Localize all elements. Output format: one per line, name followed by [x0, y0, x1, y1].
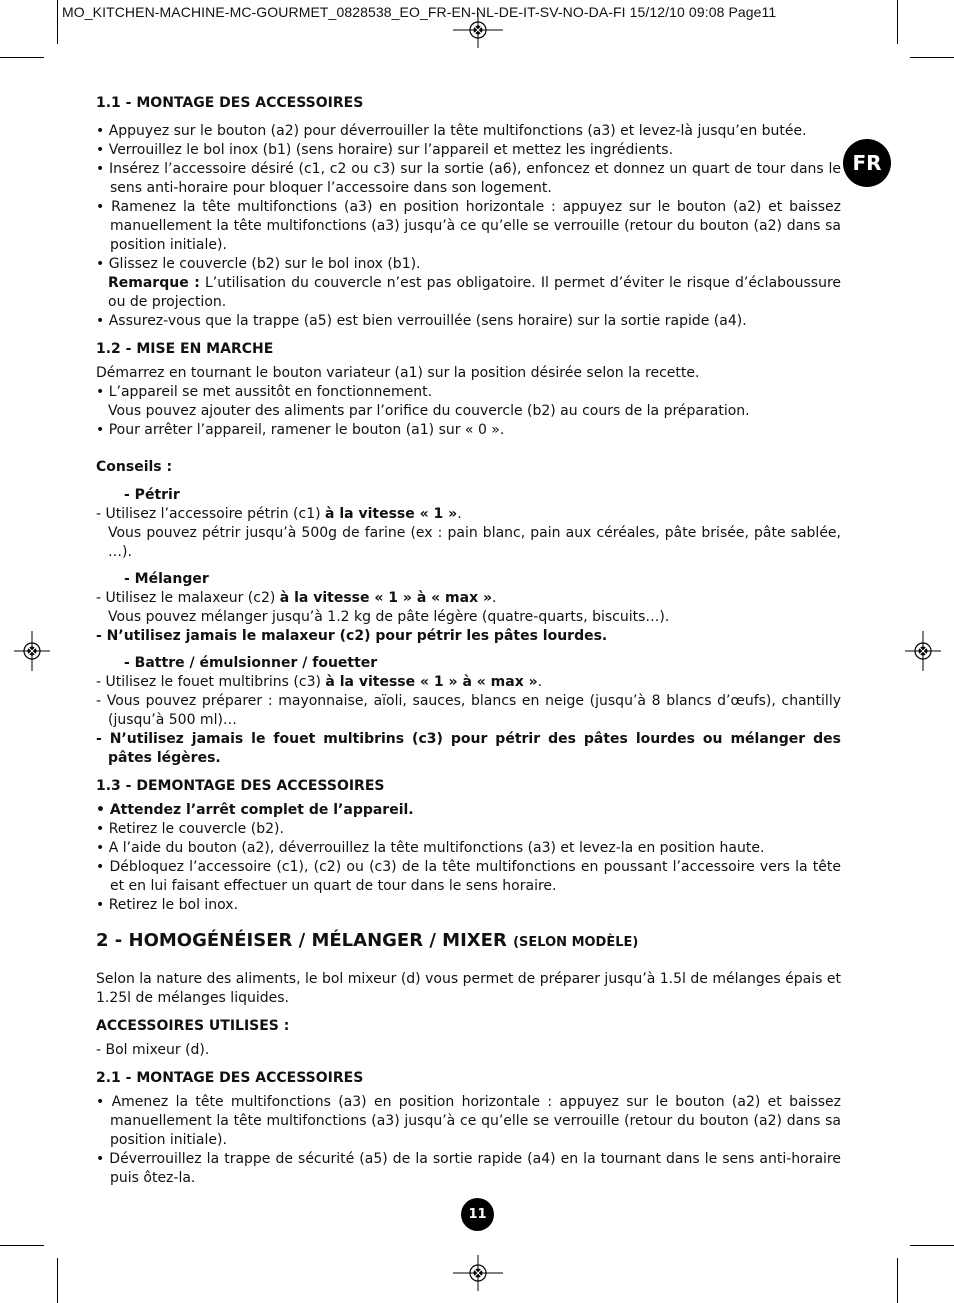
paragraph — [96, 505, 841, 524]
crop-mark — [57, 0, 58, 44]
chapter-title — [96, 929, 841, 955]
paragraph: Vous pouvez mélanger jusqu’à 1.2 kg de pâte légère (quatre-quarts, biscuits…). — [108, 609, 670, 625]
list-item: • Retirez le couvercle (b2). — [96, 821, 284, 837]
text: . — [492, 590, 497, 606]
section-title: ACCESSOIRES UTILISES : — [96, 1018, 290, 1034]
chapter-title-note: (SELON MODÈLE) — [513, 935, 639, 950]
crop-mark — [897, 1258, 898, 1303]
crop-mark — [57, 1258, 58, 1303]
paragraph: Démarrez en tournant le bouton variateur (a1) sur la position désirée selon la recette. — [96, 365, 700, 381]
list-item: • Retirez le bol inox. — [96, 897, 239, 913]
section-title: Conseils : — [96, 459, 173, 475]
text: . — [457, 506, 462, 522]
list-item: • Pour arrêter l’appareil, ramener le bouton (a1) sur « 0 ». — [96, 422, 505, 438]
section-title: 2.1 - MONTAGE DES ACCESSOIRES — [96, 1070, 364, 1086]
list-item: • Insérez l’accessoire désiré (c1, c2 ou c3) sur la sortie (a6), enfoncez et donnez un quart de tour dans le sens anti-horaire pour bloquer l’accessoire dans son logement. — [96, 161, 841, 196]
text: - Utilisez le malaxeur (c2) — [96, 590, 280, 606]
text: . — [537, 674, 543, 690]
subsection-title: - Pétrir — [124, 487, 180, 503]
list-item: • Ramenez la tête multifonctions (a3) en position horizontale : appuyez sur le bouton (a2) et baissez manuellement la tête multifonctions (a3) jusqu’à ce qu’elle se verrouille (retour du bouton (a2) dans sa position initiale). — [96, 199, 841, 253]
text-bold: à la vitesse « 1 » — [325, 506, 458, 522]
list-item: • Appuyez sur le bouton (a2) pour déverrouiller la tête multifonctions (a3) et levez-là jusqu’en butée. — [96, 123, 807, 139]
remark-text: L’utilisation du couvercle n’est pas obligatoire. Il permet d’éviter le risque d’éclaboussure ou de projection. — [108, 275, 842, 310]
list-item: • Débloquez l’accessoire (c1), (c2) ou (c3) de la tête multifonctions en poussant l’accessoire vers la tête et en lui faisant effectuer un quart de tour dans le sens horaire. — [96, 859, 841, 894]
paragraph: Vous pouvez pétrir jusqu’à 500g de farine (ex : pain blanc, pain aux céréales, pâte brisée, pâte sablée, …). — [108, 525, 841, 560]
paragraph — [96, 589, 841, 608]
text-bold: à la vitesse « 1 » à « max » — [279, 590, 493, 606]
list-item: • Glissez le couvercle (b2) sur le bol inox (b1). — [96, 256, 421, 272]
remark — [96, 274, 841, 312]
registration-mark-icon — [14, 631, 50, 671]
section-title: 1.2 - MISE EN MARCHE — [96, 341, 274, 357]
paragraph: Vous pouvez ajouter des aliments par l’orifice du couvercle (b2) au cours de la préparation. — [108, 403, 750, 419]
paragraph: - Vous pouvez préparer : mayonnaise, aïoli, sauces, blancs en neige (jusqu’à 8 blancs d’œufs), chantilly (jusqu’à 500 ml)… — [96, 693, 841, 728]
subsection-title: - Mélanger — [124, 571, 209, 587]
list-item: • L’appareil se met aussitôt en fonctionnement. — [96, 384, 433, 400]
crop-mark — [0, 1245, 44, 1246]
list-item: • Déverrouillez la trappe de sécurité (a5) de la sortie rapide (a4) en la tournant dans le sens anti-horaire puis ôtez-la. — [96, 1151, 841, 1186]
section-title: 1.1 - MONTAGE DES ACCESSOIRES — [96, 95, 364, 111]
registration-mark-icon — [905, 631, 941, 671]
list-item: • Amenez la tête multifonctions (a3) en position horizontale : appuyez sur le bouton (a2) et baissez manuellement la tête multifonctions (a3) jusqu’à ce qu’elle se verrouille (retour du bouton (a2) dans sa position initiale). — [96, 1094, 841, 1148]
section-title: 1.3 - DEMONTAGE DES ACCESSOIRES — [96, 778, 385, 794]
subsection-title: - Battre / émulsionner / fouetter — [124, 655, 378, 671]
crop-mark — [910, 1245, 954, 1246]
list-item: • Attendez l’arrêt complet de l’appareil. — [96, 802, 414, 818]
text: - Utilisez l’accessoire pétrin (c1) — [96, 506, 326, 522]
registration-mark-icon — [453, 12, 503, 48]
chapter-title-text: 2 - HOMOGÉNÉISER / MÉLANGER / MIXER — [96, 930, 507, 951]
warning: - N’utilisez jamais le malaxeur (c2) pour pétrir les pâtes lourdes. — [96, 628, 608, 644]
crop-mark — [910, 57, 954, 58]
page-number: 11 — [461, 1198, 494, 1231]
registration-mark-icon — [453, 1255, 503, 1291]
warning: - N’utilisez jamais le fouet multibrins (c3) pour pétrir des pâtes lourdes ou mélanger des pâtes légères. — [96, 731, 841, 766]
crop-mark — [0, 57, 44, 58]
language-badge: FR — [843, 139, 891, 187]
print-header-slug: MO_KITCHEN-MACHINE-MC-GOURMET_0828538_EO_FR-EN-NL-DE-IT-SV-NO-DA-FI 15/12/10 09:08 Page11 — [62, 4, 777, 20]
list-item: • Assurez-vous que la trappe (a5) est bien verrouillée (sens horaire) sur la sortie rapide (a4). — [96, 313, 747, 329]
remark-label: Remarque : — [108, 275, 200, 291]
paragraph: Selon la nature des aliments, le bol mixeur (d) vous permet de préparer jusqu’à 1.5l de mélanges épais et 1.25l de mélanges liquides. — [96, 971, 841, 1006]
text-bold: à la vitesse « 1 » à « max » — [325, 674, 538, 690]
text: - Utilisez le fouet multibrins (c3) — [96, 674, 326, 690]
list-item: • Verrouillez le bol inox (b1) (sens horaire) sur l’appareil et mettez les ingrédients. — [96, 142, 674, 158]
list-item: - Bol mixeur (d). — [96, 1042, 210, 1058]
crop-mark — [897, 0, 898, 44]
paragraph — [96, 673, 841, 692]
document-body — [96, 94, 841, 1188]
list-item: • A l’aide du bouton (a2), déverrouillez la tête multifonctions (a3) et levez-la en position haute. — [96, 840, 765, 856]
